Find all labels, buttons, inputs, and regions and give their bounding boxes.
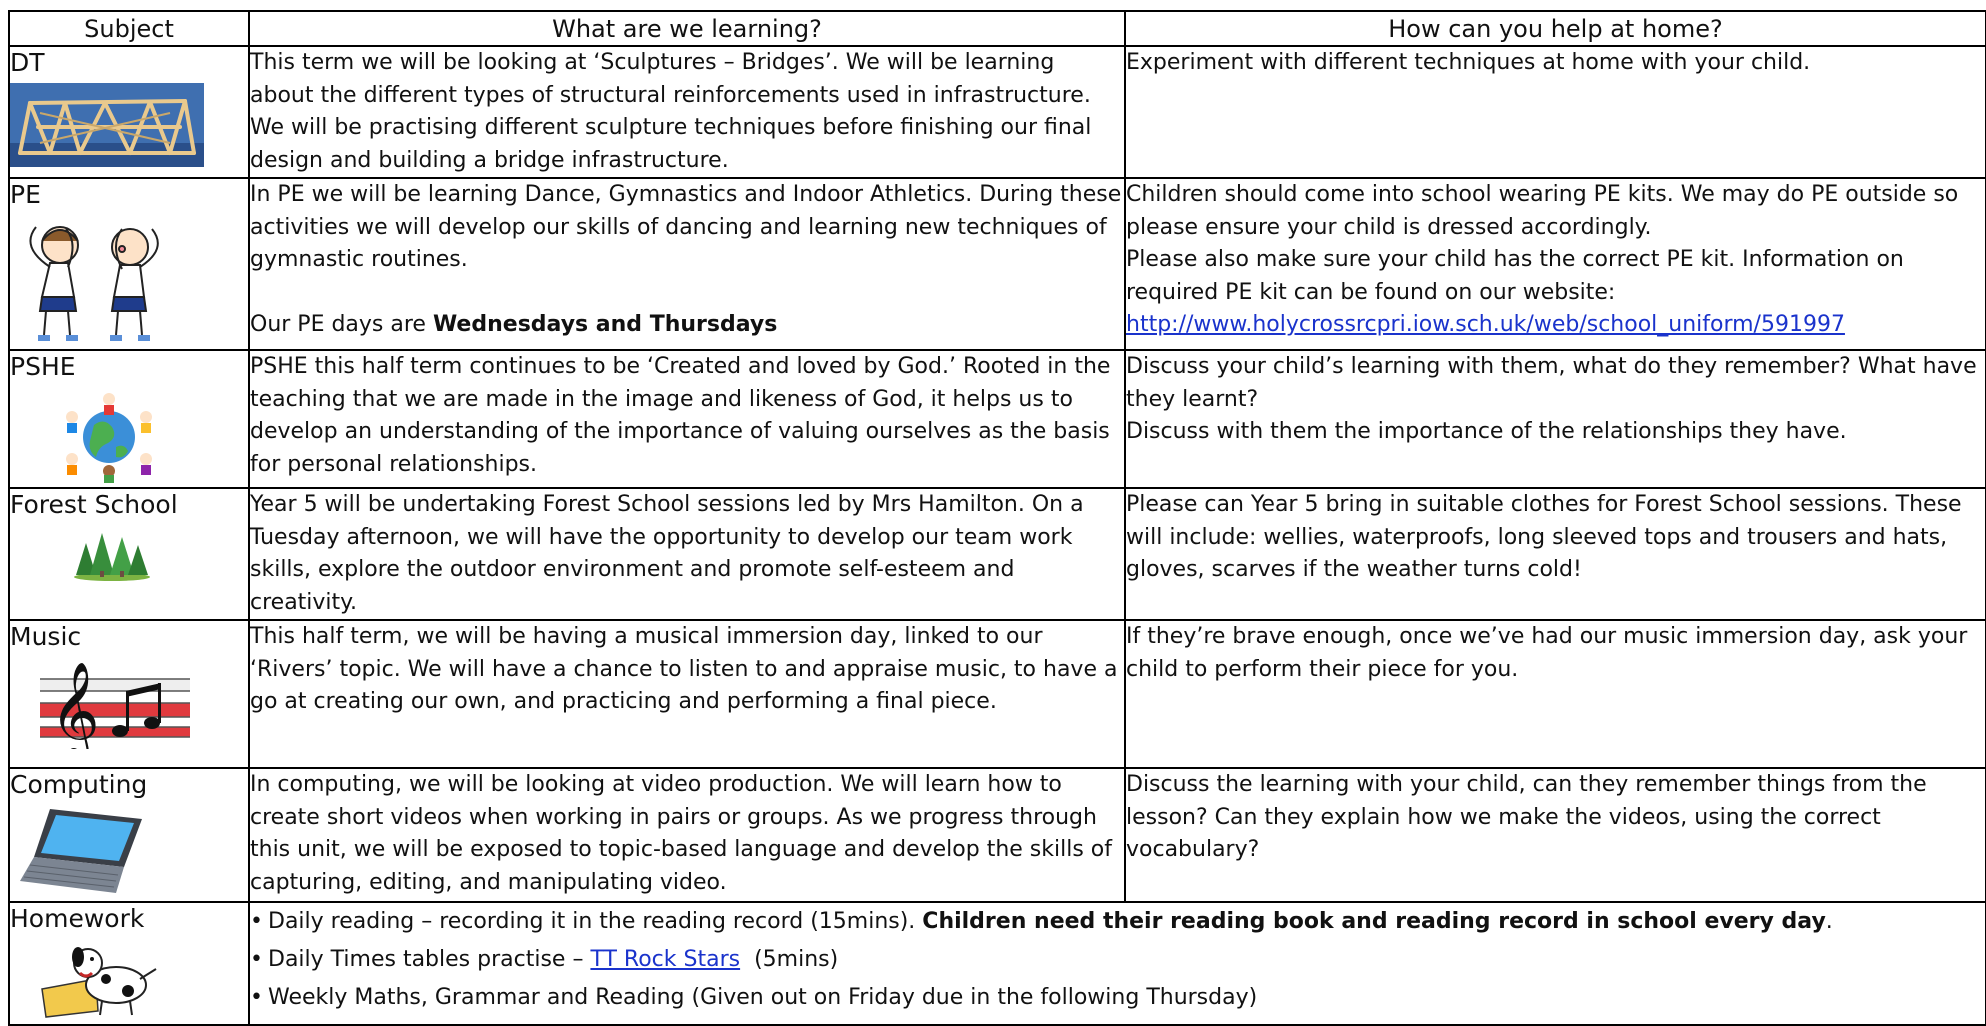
home-text: Please also make sure your child has the correct PE kit. Information on required PE kit can be found on our website:: [1126, 247, 1904, 305]
subject-cell-pe: [9, 178, 249, 350]
learning-cell-forest-school: [249, 488, 1125, 620]
bullet: •: [250, 909, 263, 934]
subject-cell-forest-school: [9, 488, 249, 620]
home-cell-computing: [1125, 768, 1986, 902]
tt-rock-stars-link[interactable]: TT Rock Stars: [590, 947, 741, 972]
dog-homework-icon: [36, 939, 248, 1023]
pe-days-value: Wednesdays and Thursdays: [432, 311, 778, 337]
home-text: Please can Year 5 bring in suitable clothes for Forest School sessions. These will include: wellies, waterproofs, long sleeved tops and trousers and hats, gloves, scarves if the weather turns cold!: [1126, 492, 1962, 582]
homework-text: Weekly Maths, Grammar and Reading (Given out on Friday due in the following Thursday): [268, 985, 1258, 1010]
home-text: Children should come into school wearing PE kits. We may do PE outside so please ensure your child is dressed accordingly.: [1126, 182, 1959, 240]
curriculum-table: [8, 10, 1986, 1026]
header-home: How can you help at home?: [1125, 11, 1986, 46]
home-cell-pe: [1125, 178, 1986, 350]
pe-days-text: [250, 309, 1124, 342]
homework-list: [250, 903, 1985, 1017]
table-row: [9, 488, 1986, 620]
homework-text-end: .: [1825, 909, 1833, 934]
table-row: [9, 46, 1986, 178]
laptop-icon: [20, 805, 248, 901]
learning-text: PSHE this half term continues to be ‘Created and loved by God.’ Rooted in the teaching that we are made in the image and likeness of God, it helps us to develop an understanding of the importance of valuing ourselves as the basis for personal relationships.: [250, 354, 1111, 477]
homework-cell: [249, 902, 1986, 1025]
learning-cell-dt: [249, 46, 1125, 178]
homework-text-suffix: (5mins): [740, 947, 839, 972]
stretching-children-icon: [10, 215, 248, 349]
home-cell-music: [1125, 620, 1986, 768]
bridge-sculpture-icon: [10, 83, 248, 171]
globe-children-icon: [54, 387, 248, 487]
bullet: •: [250, 947, 263, 972]
subject-name: Homework: [10, 904, 145, 933]
trees-icon: [72, 525, 248, 585]
table-row: [9, 178, 1986, 350]
subject-name: Music: [10, 622, 82, 651]
subject-name: Forest School: [10, 490, 178, 519]
homework-text: Daily reading – recording it in the reading record (15mins).: [268, 909, 923, 934]
home-text: Discuss your child’s learning with them, what do they remember? What have they learnt?: [1126, 354, 1977, 412]
home-cell-pshe: [1125, 350, 1986, 488]
subject-cell-computing: [9, 768, 249, 902]
header-subject: Subject: [9, 11, 249, 46]
subject-name: DT: [10, 48, 45, 77]
subject-cell-homework: [9, 902, 249, 1025]
learning-text: This half term, we will be having a musical immersion day, linked to our ‘Rivers’ topic. We will have a chance to listen to and appraise music, to have a go at creating our own, and practicing and performing a final piece.: [250, 624, 1118, 714]
subject-name: PE: [10, 180, 41, 209]
learning-cell-pshe: [249, 350, 1125, 488]
subject-name: PSHE: [10, 352, 76, 381]
bullet: •: [250, 985, 263, 1010]
list-item: [250, 941, 1985, 979]
learning-cell-music: [249, 620, 1125, 768]
list-item: [250, 979, 1985, 1017]
pe-days-prefix: Our PE days are: [250, 311, 433, 337]
learning-text: In PE we will be learning Dance, Gymnastics and Indoor Athletics. During these activities we will develop our skills of dancing and learning new techniques of gymnastic routines.: [250, 182, 1122, 272]
home-text: Discuss with them the importance of the relationships they have.: [1126, 419, 1847, 444]
table-row: [9, 620, 1986, 768]
music-notes-icon: [40, 657, 248, 753]
homework-emphasis: Children need their reading book and reading record in school every day: [922, 909, 1826, 934]
home-cell-forest-school: [1125, 488, 1986, 620]
home-text: If they’re brave enough, once we’ve had our music immersion day, ask your child to perform their piece for you.: [1126, 624, 1968, 682]
home-cell-dt: [1125, 46, 1986, 178]
svg-text:𝄞: 𝄞: [50, 661, 100, 749]
learning-cell-pe: [249, 178, 1125, 350]
learning-cell-computing: [249, 768, 1125, 902]
learning-text: In computing, we will be looking at video production. We will learn how to create short videos when working in pairs or groups. As we progress through this unit, we will be exposed to topic-based language and develop the skills of capturing, editing, and manipulating video.: [250, 772, 1112, 895]
subject-cell-music: [9, 620, 249, 768]
header-row: [9, 11, 1986, 46]
paragraph-gap: [250, 277, 1124, 309]
school-uniform-link[interactable]: http://www.holycrossrcpri.iow.sch.uk/web/school_uniform/591997: [1126, 312, 1845, 337]
subject-name: Computing: [10, 770, 148, 799]
home-text: Discuss the learning with your child, can they remember things from the lesson? Can they explain how we make the videos, using the correct vocabulary?: [1126, 772, 1927, 862]
learning-text: Year 5 will be undertaking Forest School sessions led by Mrs Hamilton. On a Tuesday afternoon, we will have the opportunity to develop our team work skills, explore the outdoor environment and promote self-esteem and creativity.: [250, 492, 1084, 615]
subject-cell-pshe: [9, 350, 249, 488]
subject-cell-dt: [9, 46, 249, 178]
table-row: [9, 768, 1986, 902]
home-text: Experiment with different techniques at home with your child.: [1126, 50, 1811, 75]
learning-text: This term we will be looking at ‘Sculptures – Bridges’. We will be learning about the different types of structural reinforcements used in infrastructure. We will be practising different sculpture techniques before finishing our final design and building a bridge infrastructure.: [250, 50, 1092, 173]
table-row: [9, 350, 1986, 488]
homework-text: Daily Times tables practise –: [268, 947, 591, 972]
header-learning: What are we learning?: [249, 11, 1125, 46]
list-item: [250, 903, 1985, 941]
table-row: [9, 902, 1986, 1025]
